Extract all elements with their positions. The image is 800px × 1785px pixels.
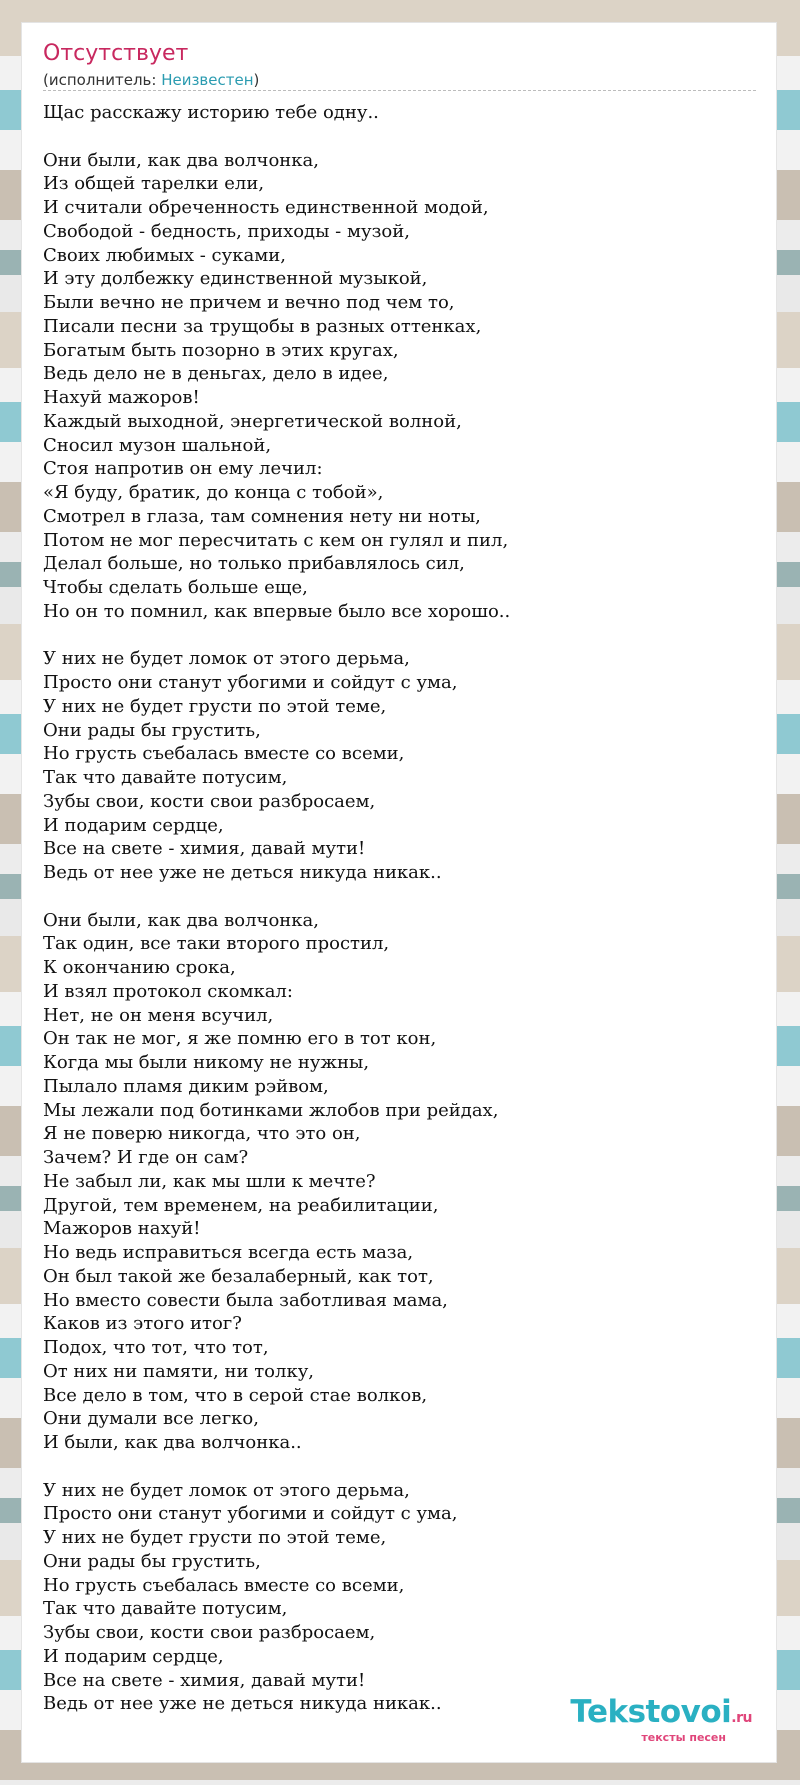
artist-suffix: ) [253, 71, 260, 89]
lyric-line: У них не будет грусти по этой теме, [43, 1527, 387, 1548]
logo-tagline: тексты песен [641, 1731, 726, 1744]
lyric-line: Но грусть съебалась вместе со всеми, [43, 743, 405, 765]
site-logo[interactable] [570, 1696, 752, 1744]
lyric-line: От них ни памяти, ни толку, [43, 1360, 315, 1382]
lyric-line: Ведь от нее уже не деться никуда никак.. [43, 862, 442, 883]
lyric-line: Просто они станут убогими и сойдут с ума, [43, 672, 458, 693]
lyric-line: Все на свете - химия, давай мути! [43, 838, 366, 860]
lyric-line: Пылало пламя диким рэйвом, [43, 1075, 329, 1097]
lyric-line: И были, как два волчонка.. [43, 1432, 302, 1453]
artist-line [43, 71, 259, 89]
lyric-line: И взял протокол скомкал: [43, 980, 293, 1002]
lyric-line: Подох, что тот, что тот, [43, 1337, 269, 1358]
lyrics-stanza [43, 149, 743, 624]
lyric-line: Другой, тем временем, на реабилитации, [43, 1194, 439, 1216]
lyric-line: Когда мы были никому не нужны, [43, 1052, 370, 1073]
lyric-line: Я не поверю никогда, что это он, [43, 1123, 361, 1145]
lyric-line: Мы лежали под ботинками жлобов при рейдах, [43, 1099, 499, 1121]
lyrics-stanza [43, 1479, 743, 1717]
lyric-line: Свободой - бедность, приходы - музой, [43, 220, 410, 242]
lyric-line: Не забыл ли, как мы шли к мечте? [43, 1170, 376, 1192]
lyric-line: Каждый выходной, энергетической волной, [43, 410, 462, 432]
lyric-line: Зубы свои, кости свои разбросаем, [43, 1622, 376, 1643]
lyric-line: Он был такой же безалаберный, как тот, [43, 1265, 434, 1287]
lyric-line: Нахуй мажоров! [43, 387, 200, 408]
song-title: Отсутствует [43, 41, 189, 66]
title-divider [43, 90, 756, 91]
artist-prefix: (исполнитель: [43, 71, 162, 89]
lyric-line: И считали обреченность единственной модой, [43, 197, 489, 218]
lyric-line: Каков из этого итог? [43, 1313, 242, 1335]
lyric-line: У них не будет ломок от этого дерьма, [43, 1479, 410, 1501]
lyric-line: К окончанию срока, [43, 957, 236, 978]
lyric-line: Но ведь исправиться всегда есть маза, [43, 1242, 414, 1263]
lyric-line: Все на свете - химия, давай мути! [43, 1669, 366, 1691]
lyric-line: Они рады бы грустить, [43, 1550, 261, 1572]
lyric-line: Они были, как два волчонка, [43, 149, 319, 171]
lyrics-card [21, 22, 777, 1763]
lyric-line: Они были, как два волчонка, [43, 909, 319, 931]
lyric-line: Своих любимых - суками, [43, 244, 286, 266]
lyric-line: Чтобы сделать больше еще, [43, 577, 308, 598]
lyric-line: Щас расскажу историю тебе одну.. [43, 102, 379, 123]
lyric-line: Но грусть съебалась вместе со всеми, [43, 1574, 405, 1596]
lyric-line: Писали песни за трущобы в разных оттенках, [43, 315, 482, 337]
logo-wordmark: Tekstovoi [570, 1694, 732, 1730]
lyric-line: Мажоров нахуй! [43, 1218, 201, 1240]
lyric-line: У них не будет грусти по этой теме, [43, 695, 387, 717]
artist-link[interactable]: Неизвестен [161, 71, 254, 89]
lyric-line: Делал больше, но только прибавлялось сил, [43, 553, 465, 575]
lyric-line: Богатым быть позорно в этих кругах, [43, 339, 399, 361]
lyric-line: Так один, все таки второго простил, [43, 933, 390, 955]
lyric-line: И эту долбежку единственной музыкой, [43, 268, 428, 290]
lyric-line: Стоя напротив он ему лечил: [43, 458, 323, 480]
lyric-line: Просто они станут убогими и сойдут с ума, [43, 1503, 458, 1525]
lyric-line: Зачем? И где он сам? [43, 1147, 249, 1168]
lyric-line: Зубы свои, кости свои разбросаем, [43, 790, 376, 812]
logo-domain: .ru [731, 1710, 752, 1726]
lyric-line: Но он то помнил, как впервые было все хорошо.. [43, 600, 511, 622]
lyric-line: И подарим сердце, [43, 1645, 224, 1667]
lyric-line: Были вечно не причем и вечно под чем то, [43, 292, 455, 313]
lyric-line: Все дело в том, что в серой стае волков, [43, 1384, 428, 1406]
lyric-line: Нет, не он меня всучил, [43, 1004, 274, 1026]
lyrics-stanza [43, 101, 743, 125]
lyric-line: Они рады бы грустить, [43, 719, 261, 741]
lyrics-text [43, 101, 743, 1740]
lyric-line: Ведь от нее уже не деться никуда никак.. [43, 1693, 442, 1715]
lyric-line: И подарим сердце, [43, 814, 224, 836]
lyric-line: Так что давайте потусим, [43, 1598, 288, 1620]
lyric-line: Но вместо совести была заботливая мама, [43, 1289, 448, 1311]
lyric-line: Смотрел в глаза, там сомнения нету ни ноты, [43, 505, 481, 527]
lyric-line: Ведь дело не в деньгах, дело в идее, [43, 363, 389, 385]
lyric-line: Так что давайте потусим, [43, 767, 288, 788]
lyric-line: Он так не мог, я же помню его в тот кон, [43, 1028, 437, 1050]
lyrics-stanza [43, 909, 743, 1455]
lyric-line: У них не будет ломок от этого дерьма, [43, 648, 410, 670]
lyric-line: Они думали все легко, [43, 1408, 259, 1430]
lyric-line: «Я буду, братик, до конца с тобой», [43, 482, 384, 503]
lyric-line: Из общей тарелки ели, [43, 173, 265, 195]
lyric-line: Потом не мог пересчитать с кем он гулял и пил, [43, 529, 509, 551]
lyric-line: Сносил музон шальной, [43, 434, 272, 456]
lyrics-stanza [43, 647, 743, 885]
